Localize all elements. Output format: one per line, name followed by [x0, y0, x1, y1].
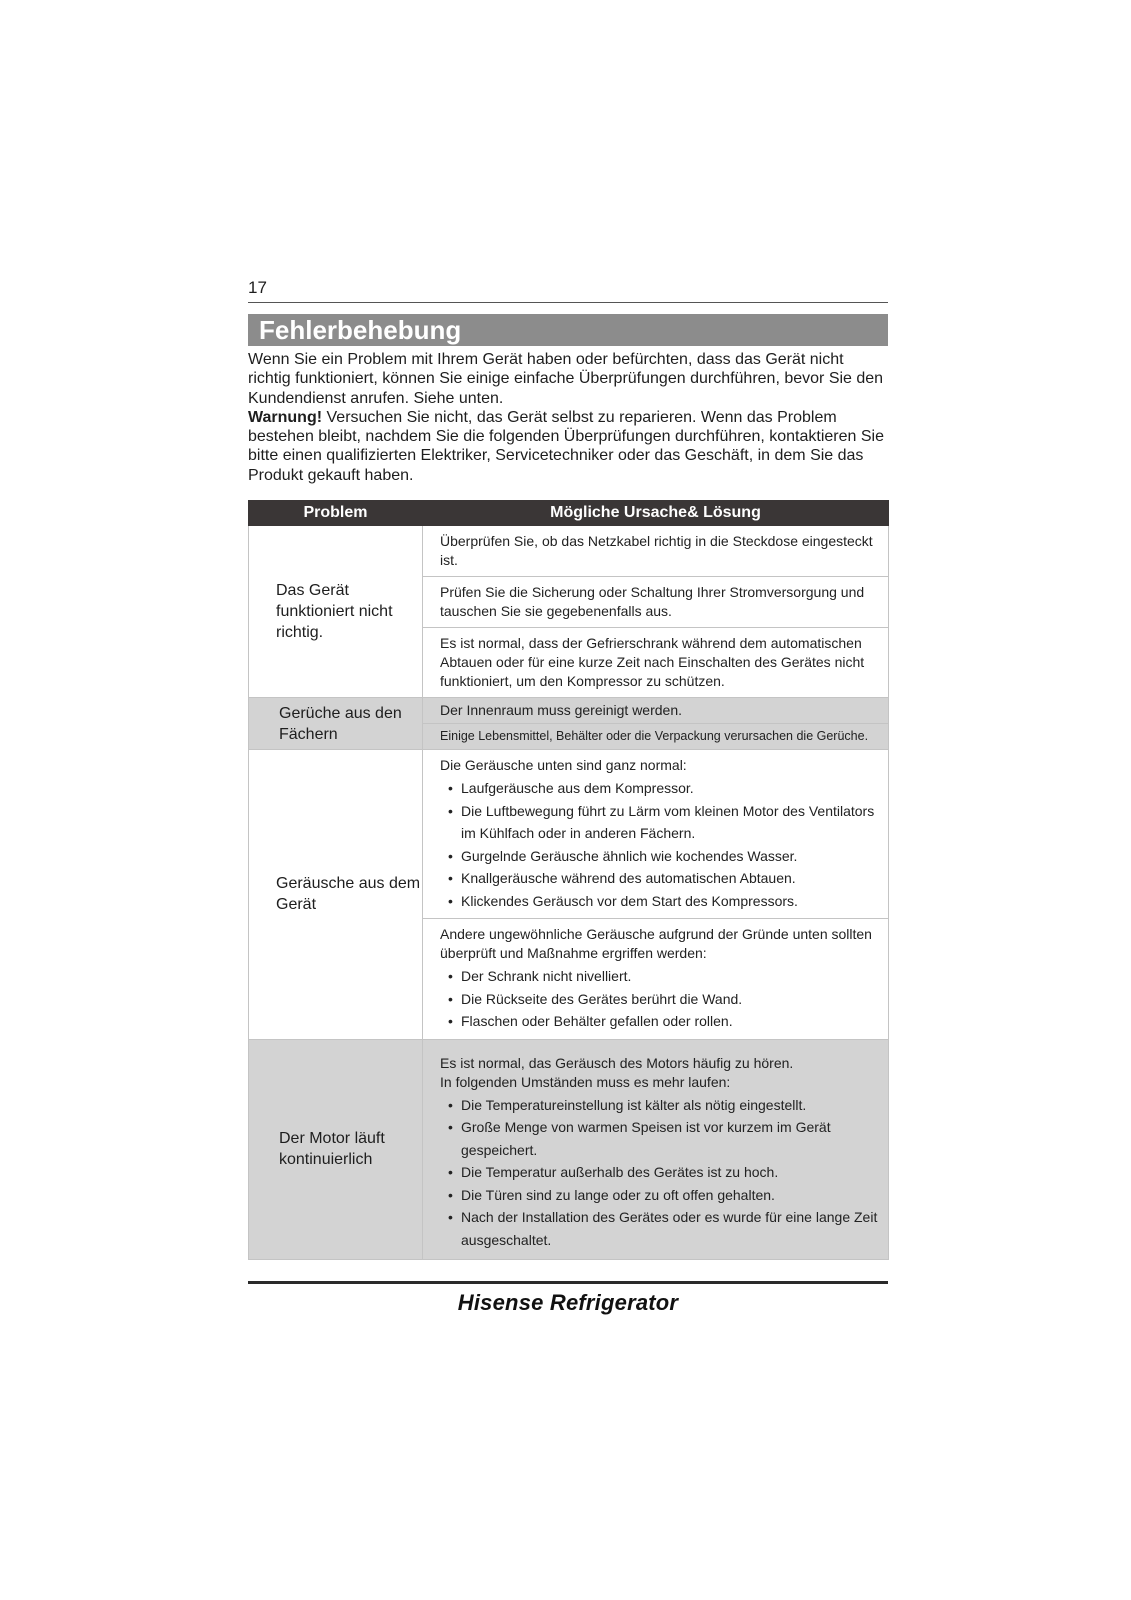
warning-text: Versuchen Sie nicht, das Gerät selbst zu reparieren. Wenn das Problem bestehen bleibt, nachdem Sie die folgenden Überprüfungen durchführen, kontaktieren Sie bitte einen qualifizierten Elektriker, Servicetechniker oder das Geschäft, in dem Sie das Produkt gekauft haben.: [248, 408, 884, 484]
solution-intro: Die Geräusche unten sind ganz normal:: [440, 757, 687, 774]
solution-cell: [423, 919, 889, 1040]
list-item: • Die Temperatur außerhalb des Gerätes ist zu hoch.: [440, 1161, 878, 1184]
solution-cell: [423, 1039, 889, 1260]
intro-paragraph: Wenn Sie ein Problem mit Ihrem Gerät haben oder befürchten, dass das Gerät nicht richtig funktioniert, können Sie einige einfache Überprüfungen durchführen, bevor Sie den Kundendienst anrufen. Siehe unten.: [248, 351, 884, 407]
header-solution: Mögliche Ursache& Lösung: [423, 501, 889, 526]
brand-footer: Hisense Refrigerator: [457, 1290, 679, 1316]
solution-intro-2: In folgenden Umständen muss es mehr laufen:: [440, 1073, 731, 1090]
manual-page: [248, 278, 888, 1316]
list-item: • Laufgeräusche aus dem Kompressor.: [440, 777, 878, 800]
list-item: • Die Temperatureinstellung ist kälter als nötig eingestellt.: [440, 1094, 878, 1117]
solution-cell: Es ist normal, dass der Gefrierschrank während dem automatischen Abtauen oder für eine kurze Zeit nach Einschalten des Gerätes nicht funktioniert, um den Kompressor zu schützen.: [423, 628, 889, 698]
solution-cell: Prüfen Sie die Sicherung oder Schaltung Ihrer Stromversorgung und tauschen Sie sie gegebenenfalls aus.: [423, 577, 889, 628]
header-problem: Problem: [249, 501, 423, 526]
problem-cell: Gerüche aus den Fächern: [249, 698, 423, 750]
list-item: • Die Luftbewegung führt zu Lärm vom kleinen Motor des Ventilators im Kühlfach oder in anderen Fächern.: [440, 800, 878, 845]
table-row: [249, 750, 889, 919]
warning-paragraph: [248, 408, 888, 485]
troubleshooting-table: [248, 500, 889, 1260]
list-item: • Die Rückseite des Gerätes berührt die Wand.: [440, 988, 878, 1011]
list-item: • Klickendes Geräusch vor dem Start des Kompressors.: [440, 890, 878, 913]
list-item: • Knallgeräusche während des automatischen Abtauen.: [440, 867, 878, 890]
list-item: • Flaschen oder Behälter gefallen oder rollen.: [440, 1010, 878, 1033]
bottom-divider: [248, 1281, 888, 1284]
solution-intro: Es ist normal, das Geräusch des Motors häufig zu hören.: [440, 1054, 794, 1071]
problem-cell: Das Gerät funktioniert nicht richtig.: [249, 526, 423, 698]
list-item: • Die Türen sind zu lange oder zu oft offen gehalten.: [440, 1184, 878, 1207]
list-item: • Nach der Installation des Gerätes oder es wurde für eine lange Zeit ausgeschaltet.: [440, 1206, 878, 1251]
table-row: [249, 526, 889, 577]
solution-cell: Der Innenraum muss gereinigt werden.: [423, 698, 889, 724]
table-row: [249, 1039, 889, 1260]
table-row: [249, 698, 889, 724]
problem-cell: Der Motor läuft kontinuierlich: [249, 1039, 423, 1260]
solution-cell: Einige Lebensmittel, Behälter oder die Verpackung verursachen die Gerüche.: [423, 724, 889, 750]
intro-text: [248, 350, 888, 485]
bullet-list: [440, 965, 878, 1033]
section-title: Fehlerbehebung: [248, 314, 888, 346]
list-item: • Der Schrank nicht nivelliert.: [440, 965, 878, 988]
table-header-row: [249, 501, 889, 526]
solution-cell: Überprüfen Sie, ob das Netzkabel richtig in die Steckdose eingesteckt ist.: [423, 526, 889, 577]
list-item: • Gurgelnde Geräusche ähnlich wie kochendes Wasser.: [440, 845, 878, 868]
bullet-list: [440, 1094, 878, 1252]
list-item: • Große Menge von warmen Speisen ist vor kurzem im Gerät gespeichert.: [440, 1116, 878, 1161]
bullet-list: [440, 777, 878, 912]
page-number: 17: [248, 278, 267, 297]
solution-cell: [423, 750, 889, 919]
warning-label: Warnung!: [248, 408, 323, 426]
solution-intro: Andere ungewöhnliche Geräusche aufgrund der Gründe unten sollten überprüft und Maßnahme ergriffen werden:: [440, 926, 872, 962]
top-divider: [248, 302, 888, 303]
problem-cell: Geräusche aus dem Gerät: [249, 750, 423, 1040]
